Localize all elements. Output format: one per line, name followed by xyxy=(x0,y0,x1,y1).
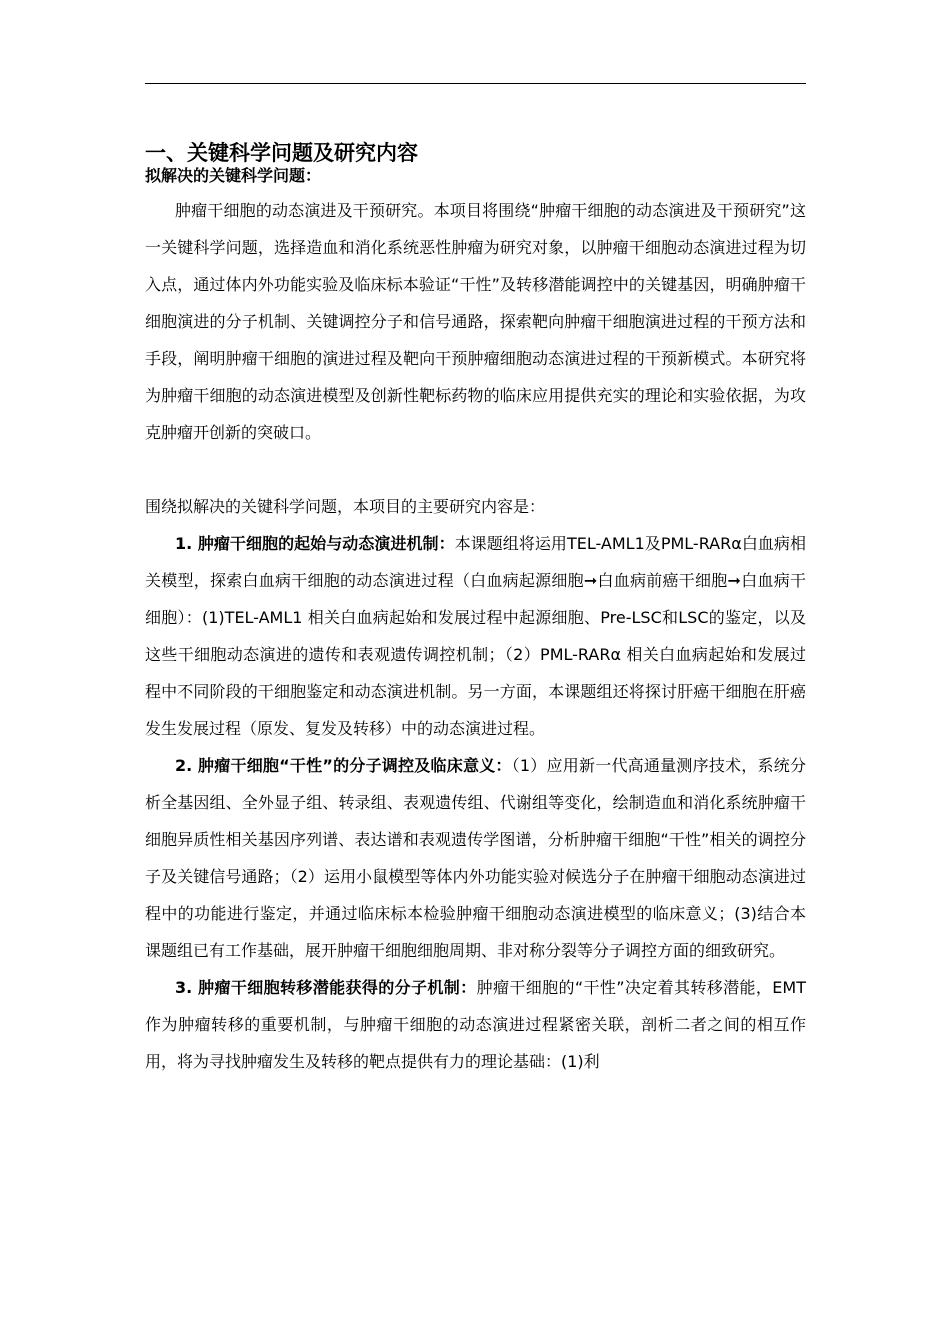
research-item-2 xyxy=(145,747,806,969)
header-rule xyxy=(145,83,806,84)
research-item-1-title: 1. 肿瘤干细胞的起始与动态演进机制： xyxy=(175,534,455,553)
lead-in: 围绕拟解决的关键科学问题，本项目的主要研究内容是： xyxy=(145,497,546,516)
research-item-1 xyxy=(145,525,806,747)
section-heading: 一、关键科学问题及研究内容 xyxy=(145,141,418,165)
intro-paragraph: 肿瘤干细胞的动态演进及干预研究。本项目将围绕“肿瘤干细胞的动态演进及干预研究”这一关键科学问题，选择造血和消化系统恶性肿瘤为研究对象，以肿瘤干细胞动态演进过程为切入点，通过体内外功能实验及临床标本验证“干性”及转移潜能调控中的关键基因，明确肿瘤干细胞演进的分子机制、关键调控分子和信号通路，探索靶向肿瘤干细胞演进过程的干预方法和手段，阐明肿瘤干细胞的演进过程及靶向干预肿瘤细胞动态演进过程的干预新模式。本研究将为肿瘤干细胞的动态演进模型及创新性靶标药物的临床应用提供充实的理论和实验依据，为攻克肿瘤开创新的突破口。 xyxy=(145,201,806,442)
spacer xyxy=(145,451,806,488)
research-item-3 xyxy=(145,969,806,1080)
research-item-2-title: 2. 肿瘤干细胞“干性”的分子调控及临床意义： xyxy=(175,756,512,775)
research-item-3-title: 3. 肿瘤干细胞转移潜能获得的分子机制： xyxy=(175,978,477,997)
research-item-2-body: （1）应用新一代高通量测序技术，系统分析全基因组、全外显子组、转录组、表观遗传组、代谢组等变化，绘制造血和消化系统肿瘤干细胞异质性相关基因序列谱、表达谱和表观遗传学图谱，分析肿瘤干细胞“干性”相关的调控分子及关键信号通路；（2）运用小鼠模型等体内外功能实验对候选分子在肿瘤干细胞动态演进过程中的功能进行鉴定，并通过临床标本检验肿瘤干细胞动态演进模型的临床意义；(3)结合本课题组已有工作基础，展开肿瘤干细胞细胞周期、非对称分裂等分子调控方面的细致研究。 xyxy=(145,756,806,960)
document-body xyxy=(145,140,806,1080)
research-item-1-body: 本课题组将运用TEL-AML1及PML-RARα白血病相关模型，探索白血病干细胞的动态演进过程（白血病起源细胞➞白血病前癌干细胞➞白血病干细胞）：(1)TEL-AML1 相关白血病起始和发展过程中起源细胞、Pre-LSC和LSC的鉴定，以及这些干细胞动态演进的遗传和表观遗传调控机制；（2）PML-RARα 相关白血病起始和发展过程中不同阶段的干细胞鉴定和动态演进机制。另一方面，本课题组还将探讨肝癌干细胞在肝癌发生发展过程（原发、复发及转移）中的动态演进过程。 xyxy=(145,534,806,738)
research-item-3-body: 肿瘤干细胞的“干性”决定着其转移潜能，EMT作为肿瘤转移的重要机制，与肿瘤干细胞的动态演进过程紧密关联，剖析二者之间的相互作用，将为寻找肿瘤发生及转移的靶点提供有力的理论基础：(1)利 xyxy=(145,978,806,1071)
subheading: 拟解决的关键科学问题： xyxy=(145,166,322,185)
